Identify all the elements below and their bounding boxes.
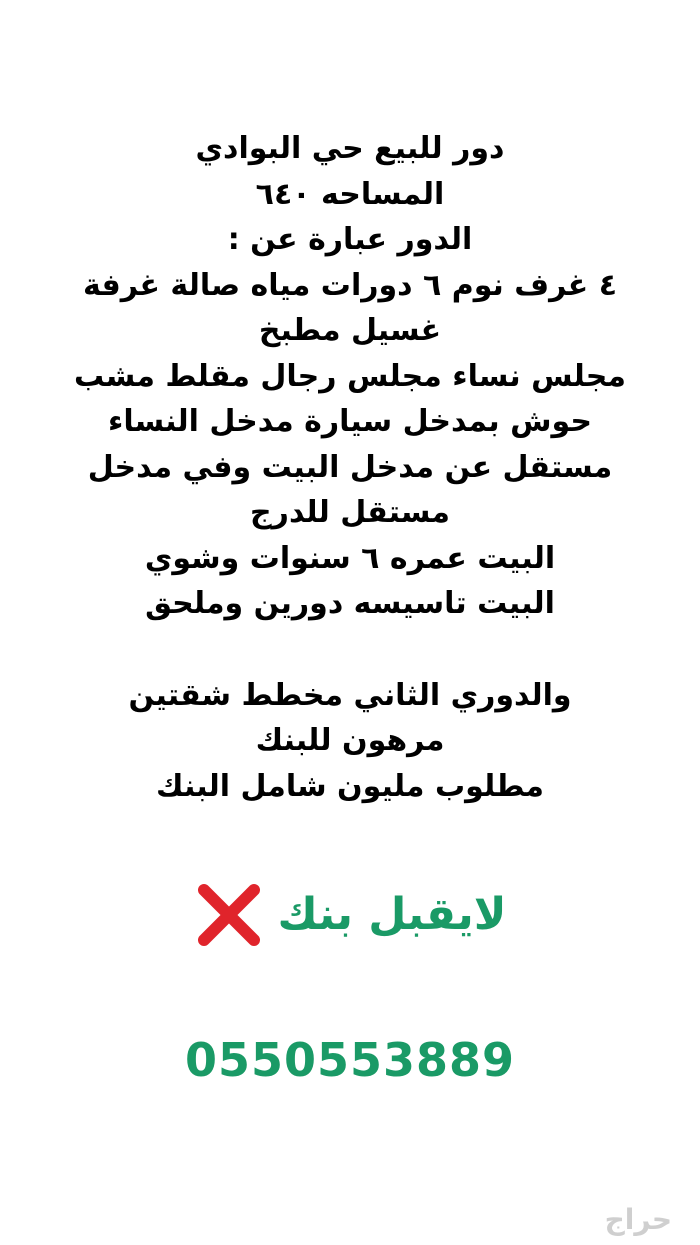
listing-line: مستقل للدرج <box>250 495 450 530</box>
listing-blank-line <box>40 627 660 673</box>
listing-line: البيت تاسيسه دورين وملحق <box>145 586 555 621</box>
listing-line: الدور عبارة عن : <box>227 222 473 257</box>
haraj-watermark: حراج <box>604 1203 672 1236</box>
listing-line: مستقل عن مدخل البيت وفي مدخل <box>87 449 613 485</box>
cross-mark-icon <box>194 880 264 950</box>
listing-line: البيت عمره ٦ سنوات وشوي <box>144 540 556 576</box>
no-bank-notice <box>0 880 700 950</box>
listing-text <box>40 126 660 809</box>
listing-title: دور للبيع حي البوادي <box>195 131 505 166</box>
listing-area: المساحه ٦٤٠ <box>255 176 445 212</box>
listing-line: ٤ غرف نوم ٦ دورات مياه صالة غرفة <box>82 267 618 303</box>
phone-number: 0550553889 <box>184 1033 516 1087</box>
listing-line: مرهون للبنك <box>255 723 445 758</box>
listing-line: والدوري الثاني مخطط شقتين <box>128 677 572 713</box>
listing-price: مطلوب مليون شامل البنك <box>156 768 544 804</box>
listing-line: حوش بمدخل سيارة مدخل النساء <box>108 404 592 439</box>
listing-line: مجلس نساء مجلس رجال مقلط مشب <box>74 358 626 394</box>
no-bank-text: لايقبل بنك <box>277 889 507 940</box>
listing-line: غسيل مطبخ <box>258 313 442 348</box>
